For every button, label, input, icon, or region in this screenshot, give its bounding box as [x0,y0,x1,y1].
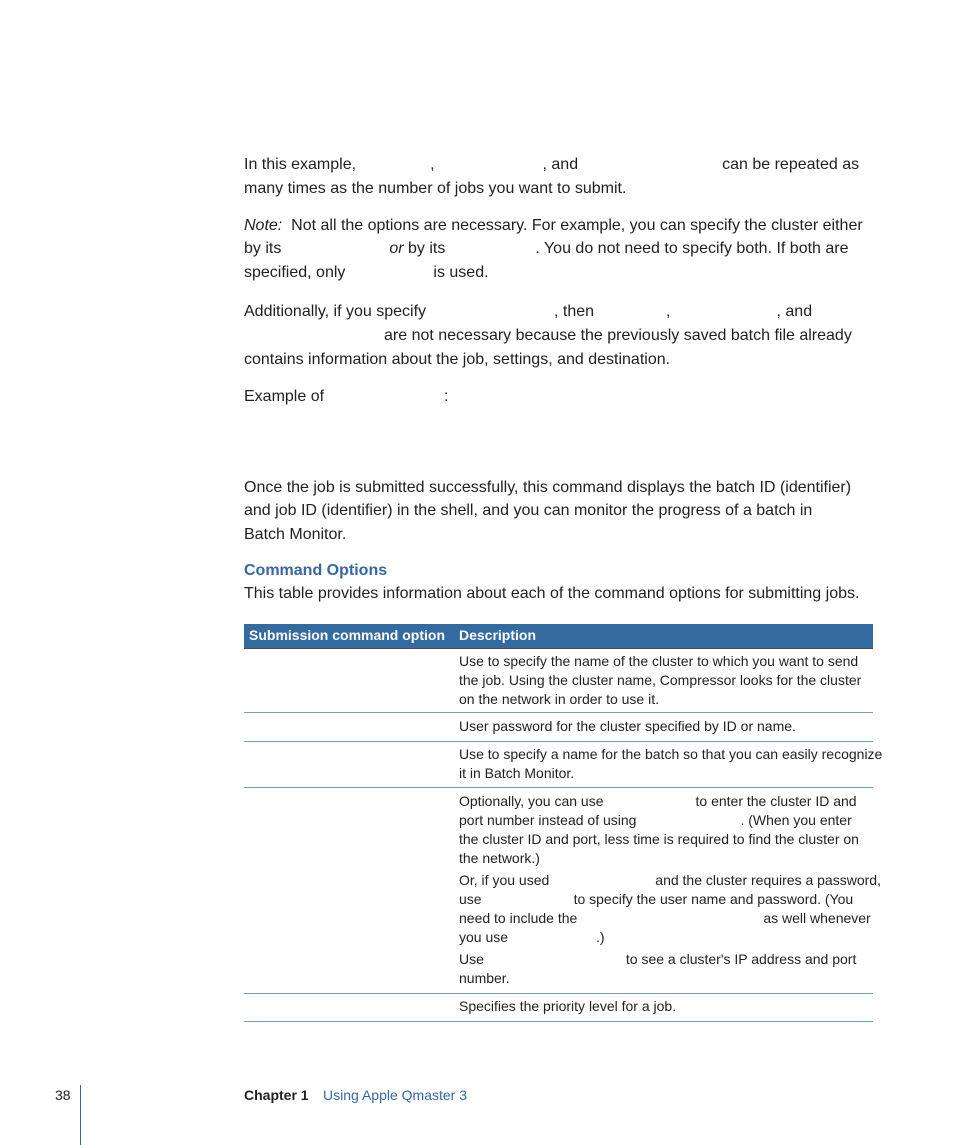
text-run: by its [408,240,446,257]
table-rule [244,712,873,713]
text-run: Additionally, if you specify [244,303,427,320]
text-run: : [444,388,449,405]
text-line: Optionally, you can use to enter the cluster ID and [459,793,857,809]
paragraph-additionally-line1 [244,303,812,321]
chapter-title: Using Apple Qmaster 3 [323,1087,467,1103]
paragraph-additionally-line3: contains information about the job, settings, and destination. [244,351,671,368]
paragraph-once-line3: Batch Monitor. [244,526,347,543]
text-run: or [389,240,404,257]
text-line: port number instead of using . (When you enter [459,812,852,828]
chapter-label: Chapter 1 [244,1087,309,1103]
paragraph-once-line1: Once the job is submitted successfully, this command displays the batch ID (identifier) [244,479,852,496]
table-row-5-description: Specifies the priority level for a job. [459,998,677,1014]
table-row-2-description: User password for the cluster specified by ID or name. [459,718,796,734]
column-header-description: Description [459,627,537,643]
text-line: Or, if you used and the cluster requires a password, [459,872,881,888]
table-row-3-description [459,745,882,783]
table-header [244,624,873,648]
text-run: , [430,156,435,173]
section-title: Command Options [244,562,388,579]
text-line: on the network in order to use it. [459,691,659,707]
table-row-4-para2 [459,871,881,947]
table-row-4-para1 [459,792,859,868]
text-run: , [666,303,671,320]
text-run: Example of [244,388,325,405]
paragraph-once-line2: and job ID (identifier) in the shell, and you can monitor the progress of a batch in [244,502,813,519]
text-line: Use to specify a name for the batch so that you can easily recognize [459,746,883,762]
text-run: by its [244,240,282,257]
column-header-option: Submission command option [249,627,446,643]
table-row-1-description [459,652,861,709]
text-line: the cluster ID and port, less time is required to find the cluster on [459,831,859,847]
table-rule [244,741,873,742]
text-run: . You do not need to specify both. If both are [535,240,849,257]
note-line1 [244,217,863,235]
footer-chapter [244,1087,467,1105]
text-run: In this example, [244,156,357,173]
text-run: , and [542,156,579,173]
example-line [244,388,449,406]
table-rule [244,787,873,788]
text-line: use to specify the user name and password. (You [459,891,854,907]
text-run: can be repeated as [722,156,860,173]
text-line: it in Batch Monitor. [459,765,575,781]
text-run: , then [554,303,595,320]
footer-divider [80,1085,81,1145]
table-row-4-para3 [459,950,856,988]
text-line: need to include the as well whenever [459,910,871,926]
text-run: is used. [433,264,489,281]
table-rule [244,648,873,649]
paragraph-example-line2: many times as the number of jobs you want to submit. [244,180,627,197]
text-line: the network.) [459,850,540,866]
text-run: , and [776,303,813,320]
text-line: the job. Using the cluster name, Compressor looks for the cluster [459,672,862,688]
text-line: you use .) [459,929,605,945]
text-line: Use to see a cluster's IP address and port [459,951,857,967]
note-line2 [244,240,849,258]
table-rule [244,1021,873,1022]
table-rule [244,993,873,994]
text-line: Use to specify the name of the cluster to which you want to send [459,653,859,669]
note-line3 [244,264,489,282]
note-label: Note: [244,217,283,234]
paragraph-additionally-line2: are not necessary because the previously saved batch file already [384,327,852,344]
section-intro: This table provides information about each of the command options for submitting jobs. [244,585,860,602]
text-run: specified, only [244,264,346,281]
paragraph-example-line1 [244,156,859,174]
page-number: 38 [55,1087,71,1103]
text-line: number. [459,970,510,986]
text-run: Not all the options are necessary. For example, you can specify the cluster either [291,217,863,234]
